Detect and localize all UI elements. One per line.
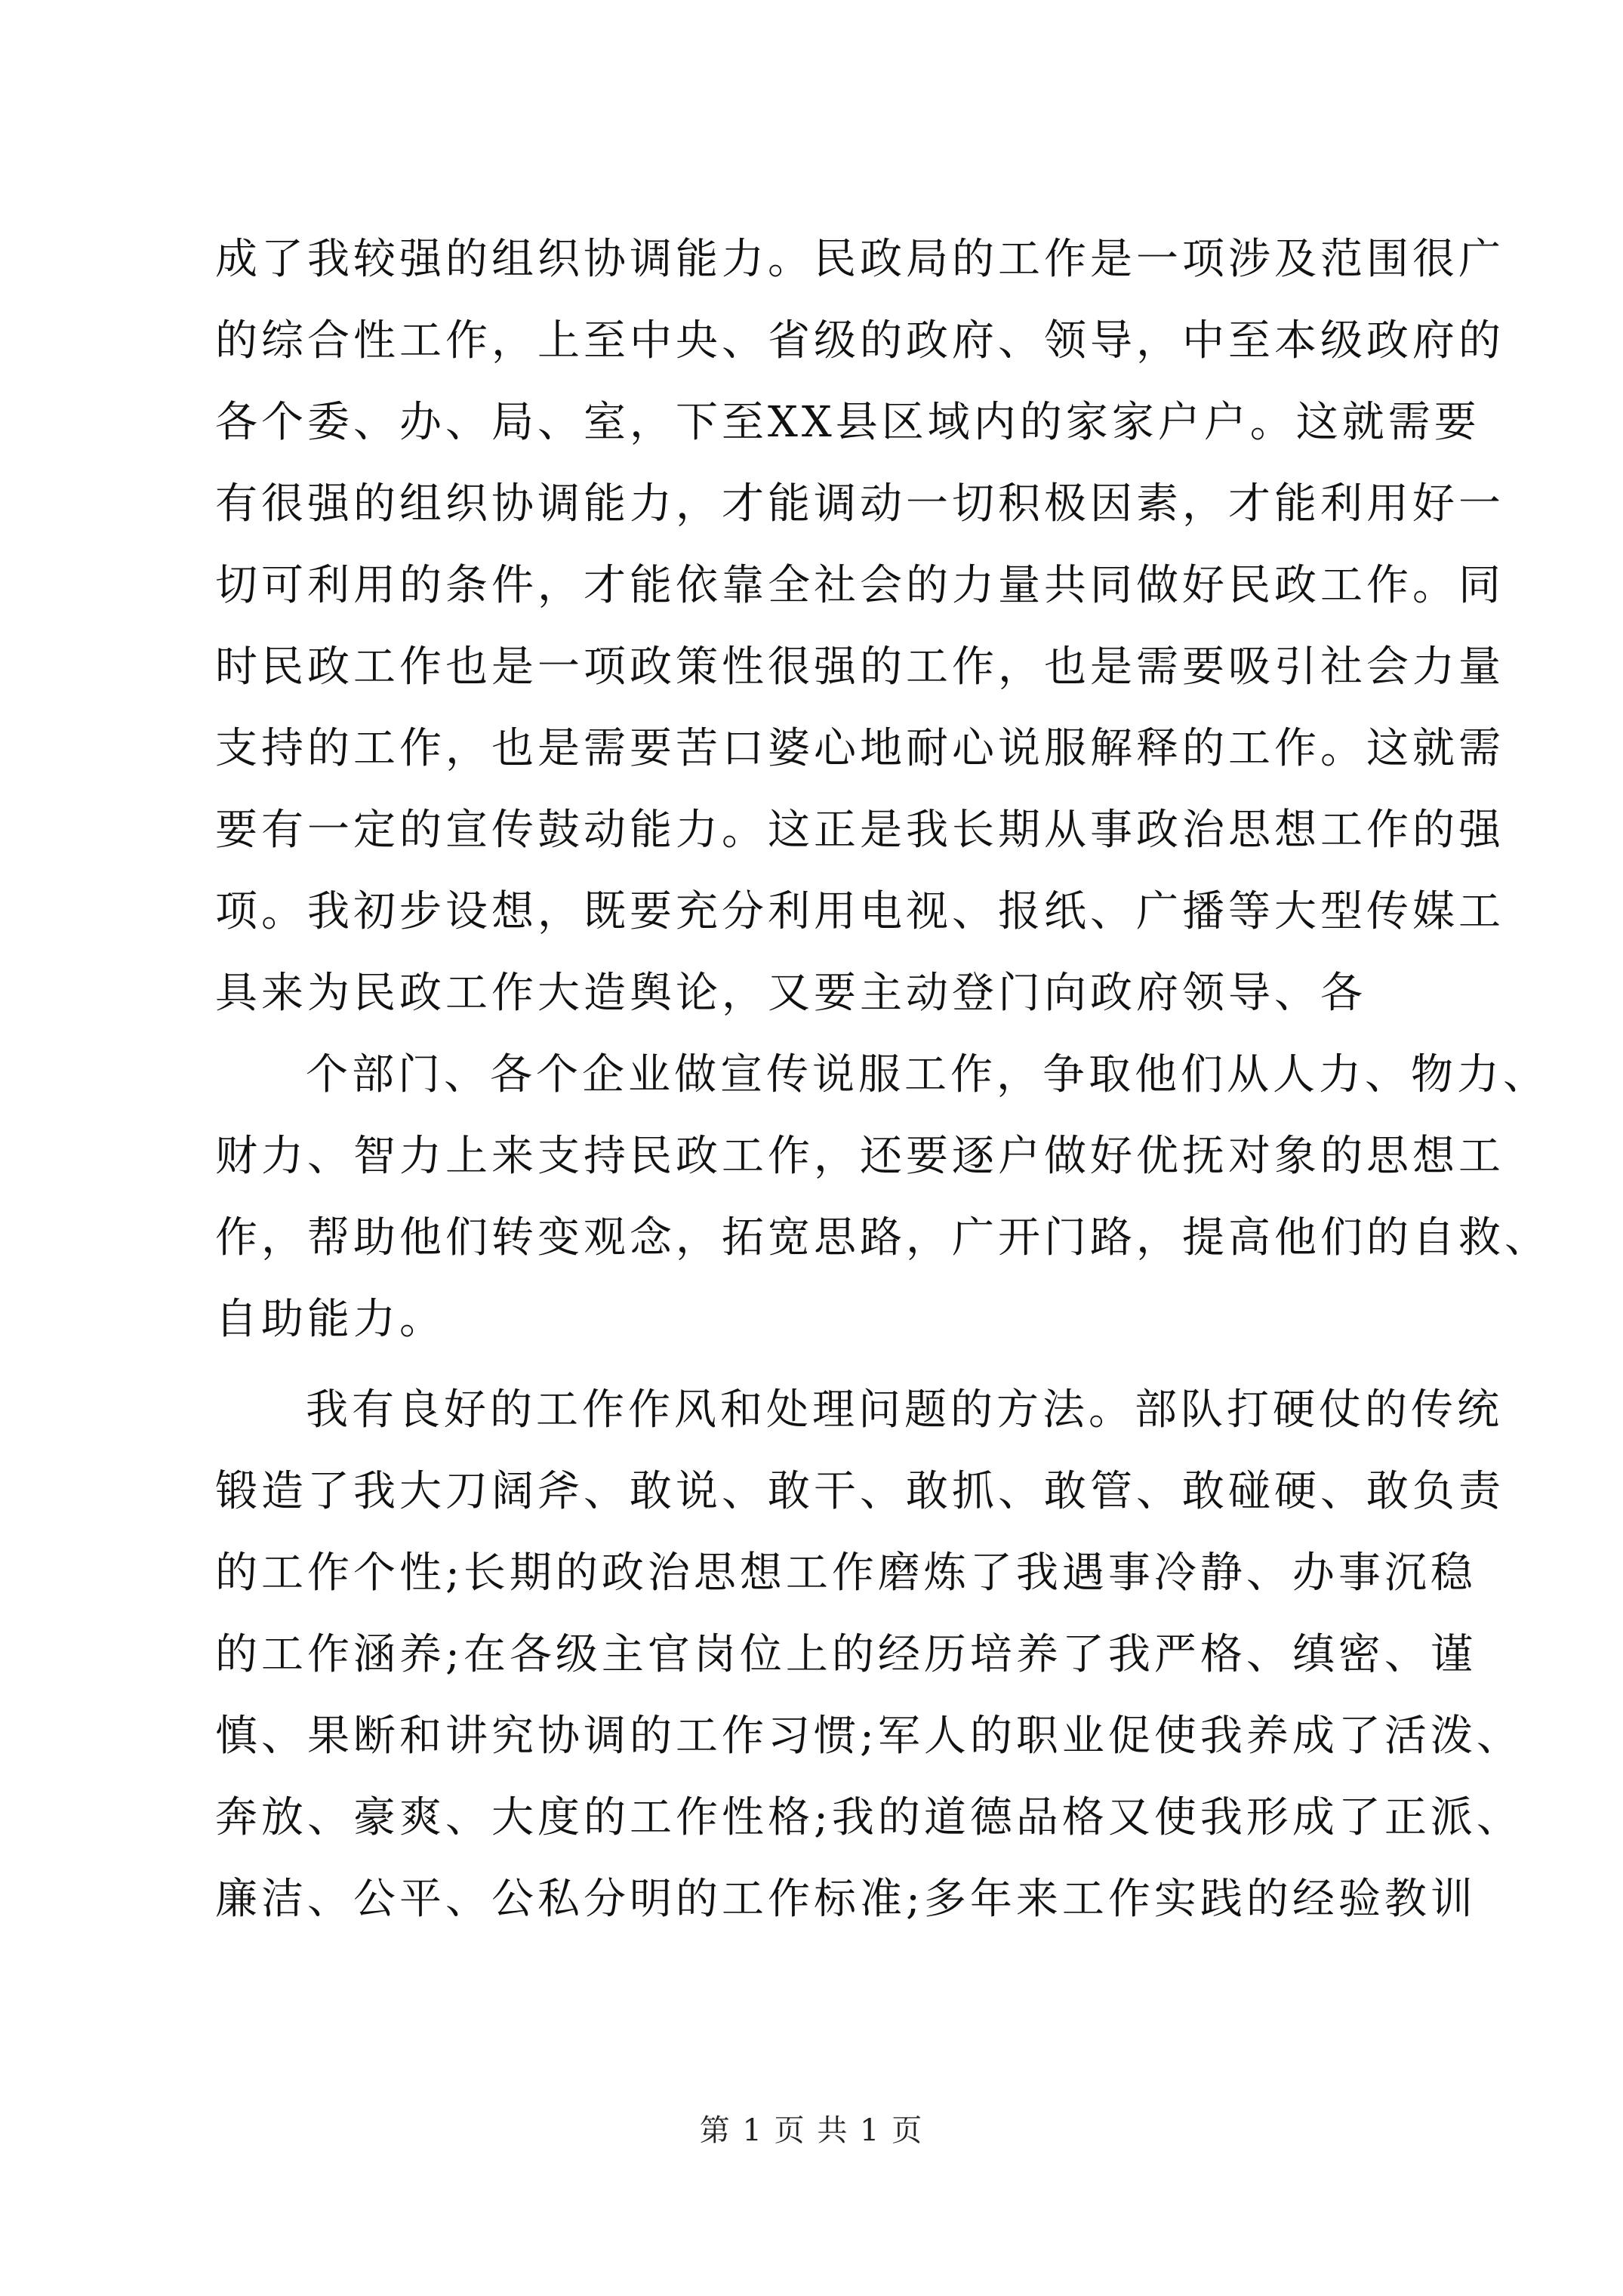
text-line: 支持的工作，也是需要苦口婆心地耐心说服解释的工作。这就需: [215, 724, 1504, 773]
text-line: 项。我初步设想，既要充分利用电视、报纸、广播等大型传媒工: [215, 887, 1504, 936]
text-line: 慎、果断和讲究协调的工作习惯;军人的职业促使我养成了活泼、: [215, 1712, 1523, 1761]
paragraph-gap: [215, 1361, 1438, 1370]
text-line: 我有良好的工作作风和处理问题的方法。部队打硬仗的传统: [306, 1385, 1503, 1435]
text-line: 各个委、办、局、室，下至XX县区域内的家家户户。这就需要: [215, 398, 1480, 447]
text-line: 具来为民政工作大造舆论，又要主动登门向政府领导、各: [215, 969, 1366, 1018]
document-body: [215, 219, 1551, 1940]
text-line: 锻造了我大刀阔斧、敢说、敢干、敢抓、敢管、敢碰硬、敢负责: [215, 1467, 1504, 1516]
text-line: 作，帮助他们转变观念，拓宽思路，广开门路，提高他们的自救、: [215, 1213, 1551, 1262]
text-line: 有很强的组织协调能力，才能调动一切积极因素，才能利用好一: [215, 479, 1504, 529]
text-line: 的工作涵养;在各级主官岗位上的经历培养了我严格、缜密、谨: [215, 1630, 1477, 1679]
text-line: 奔放、豪爽、大度的工作性格;我的道德品格又使我形成了正派、: [215, 1793, 1523, 1842]
text-line: 时民政工作也是一项政策性很强的工作，也是需要吸引社会力量: [215, 643, 1504, 692]
text-line: 成了我较强的组织协调能力。民政局的工作是一项涉及范围很广: [215, 235, 1504, 284]
page-footer: 第 1 页 共 1 页: [699, 2113, 924, 2148]
text-line: 的综合性工作，上至中央、省级的政府、领导，中至本级政府的: [215, 316, 1504, 365]
text-line: 财力、智力上来支持民政工作，还要逐户做好优抚对象的思想工: [215, 1132, 1504, 1181]
text-line: 廉洁、公平、公私分明的工作标准;多年来工作实践的经验教训: [215, 1875, 1477, 1924]
text-line: 个部门、各个企业做宣传说服工作，争取他们从人力、物力、: [306, 1050, 1549, 1099]
text-line: 切可利用的条件，才能依靠全社会的力量共同做好民政工作。同: [215, 561, 1504, 610]
text-line: 自助能力。: [215, 1295, 445, 1344]
text-line: 的工作个性;长期的政治思想工作磨炼了我遇事冷静、办事沉稳: [215, 1549, 1477, 1598]
text-line: 要有一定的宣传鼓动能力。这正是我长期从事政治思想工作的强: [215, 806, 1504, 855]
